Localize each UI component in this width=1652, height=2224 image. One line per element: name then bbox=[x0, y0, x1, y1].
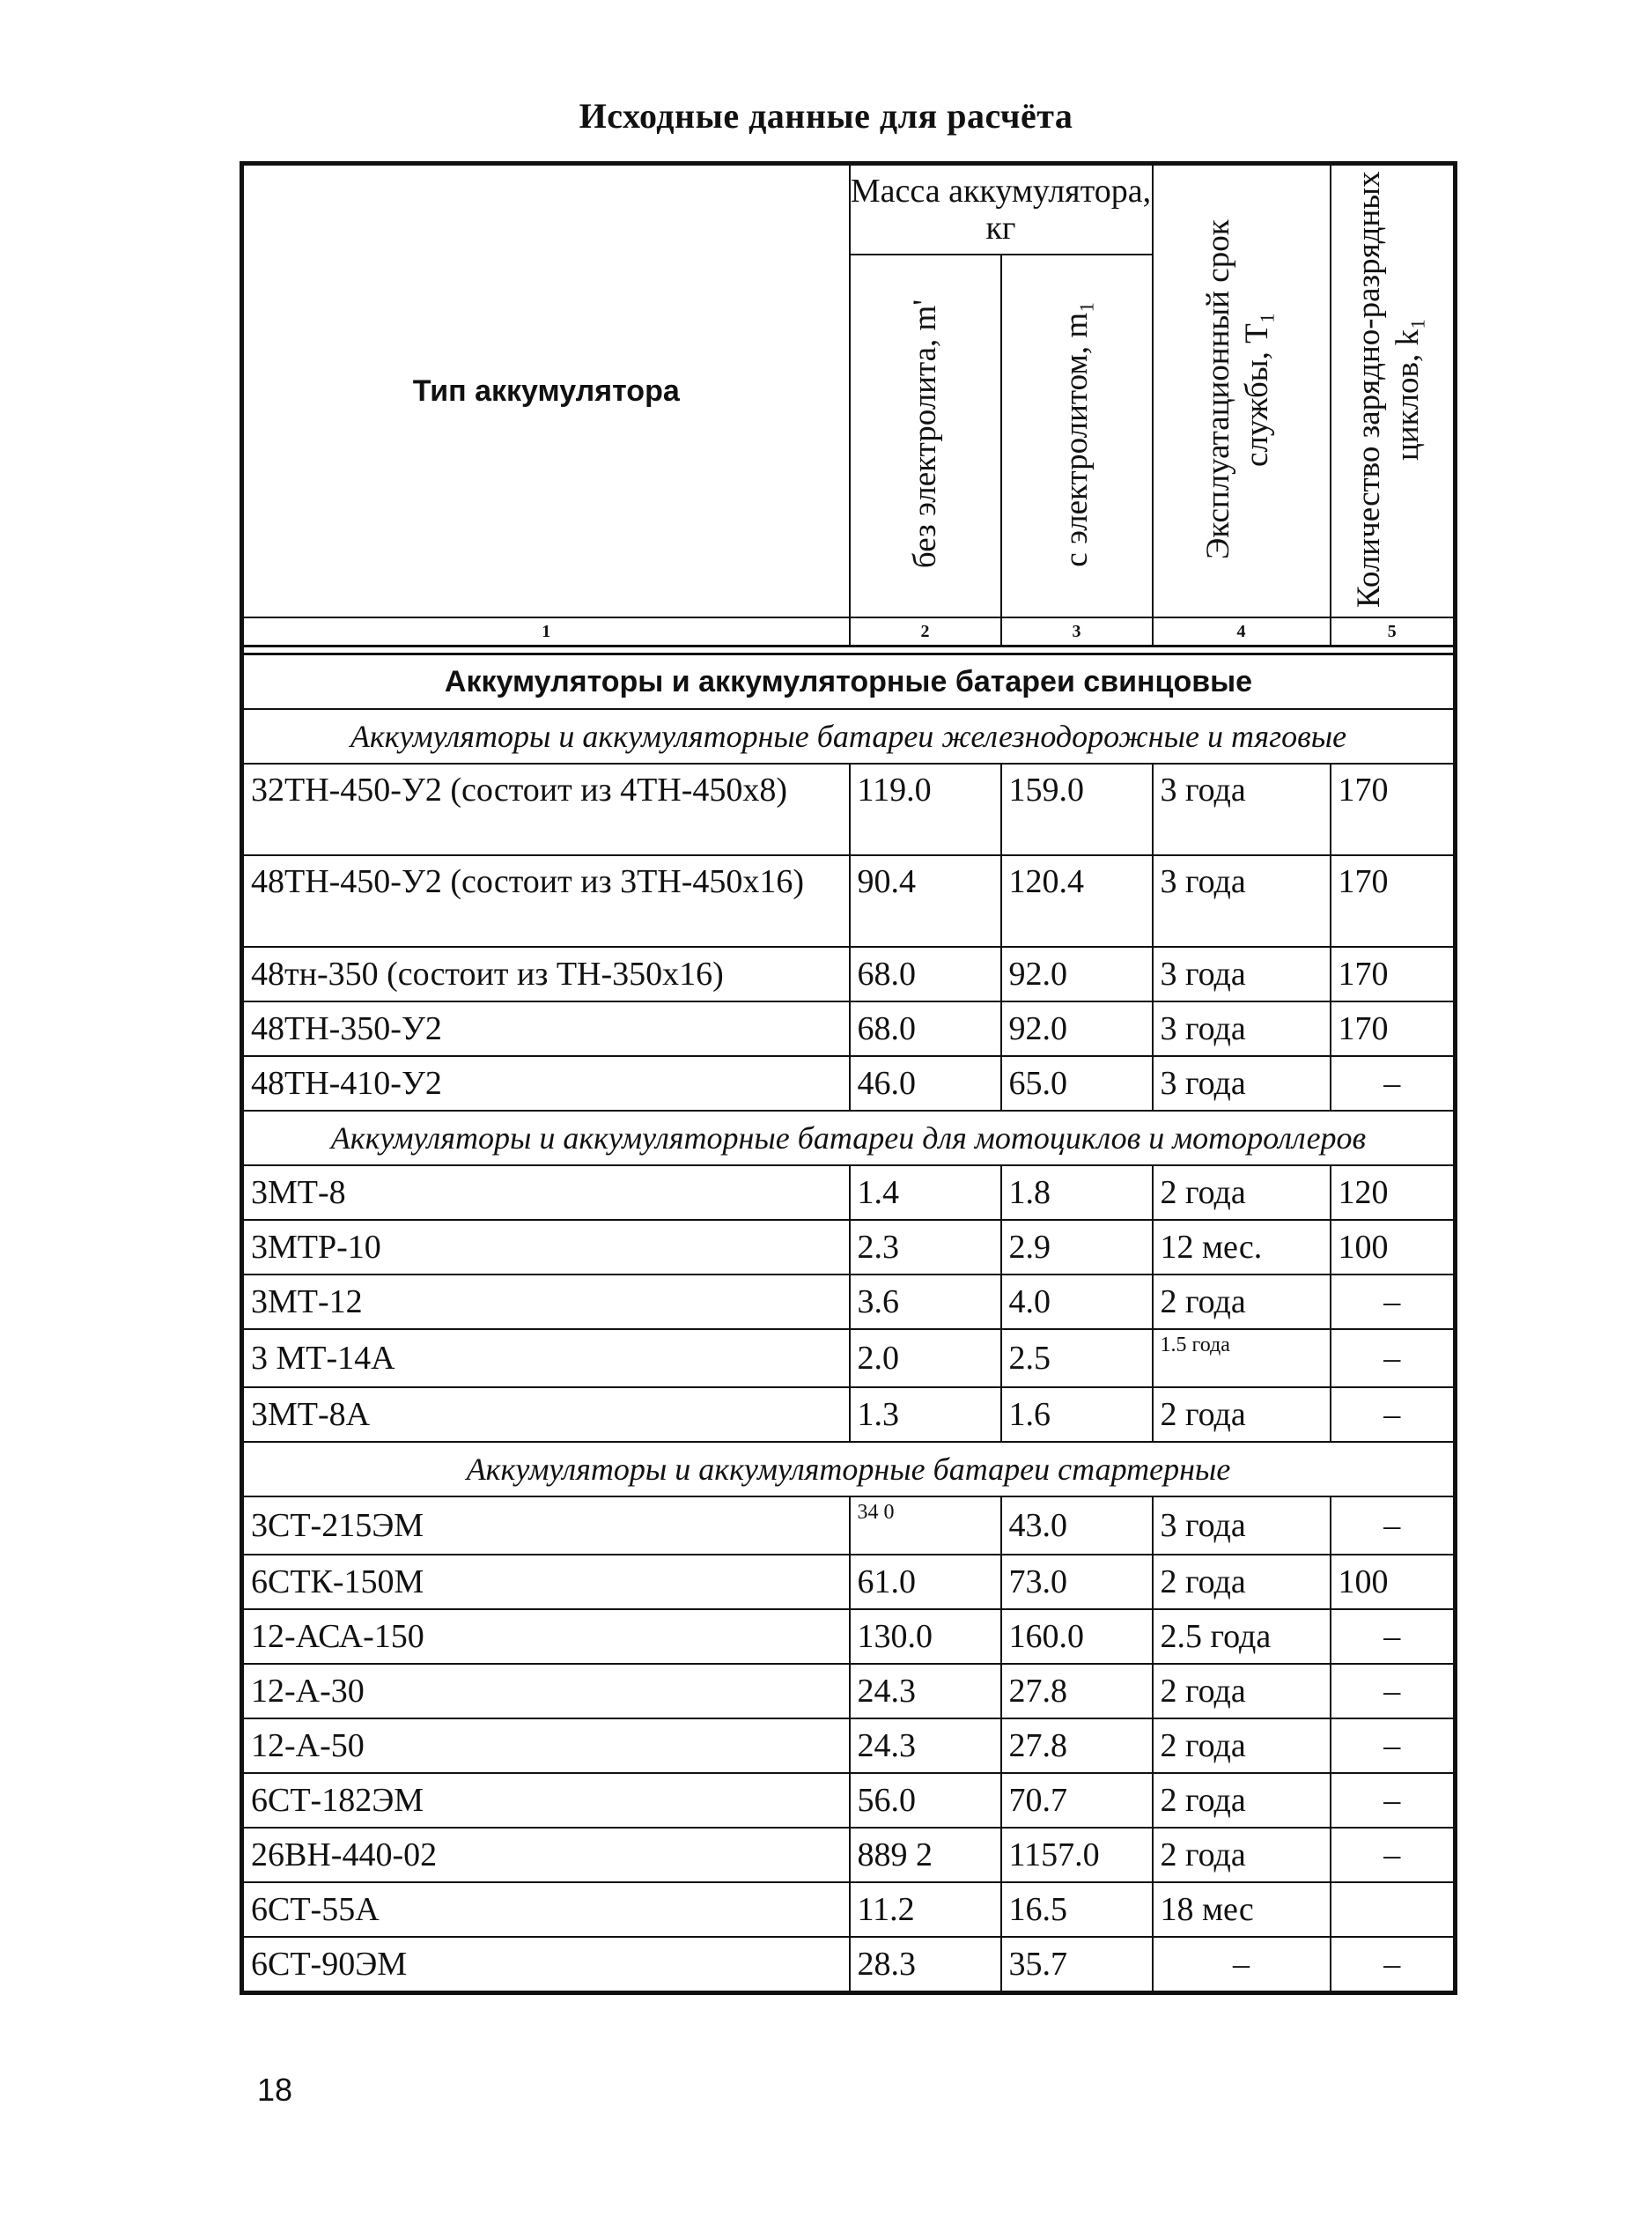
table-row bbox=[242, 1220, 1456, 1275]
battery-table-container bbox=[240, 161, 1453, 1995]
header-mass-group: Масса аккумулятора, кг bbox=[850, 164, 1153, 255]
cell-mass-no-electrolyte: 90.4 bbox=[850, 855, 1001, 947]
cell-service-life: – bbox=[1153, 1937, 1331, 1993]
battery-data-table bbox=[240, 161, 1457, 1995]
cell-cycles: – bbox=[1331, 1496, 1456, 1555]
cell-cycles: 170 bbox=[1331, 855, 1456, 947]
cell-service-life: 2 года bbox=[1153, 1828, 1331, 1882]
cell-mass-no-electrolyte: 24.3 bbox=[850, 1718, 1001, 1773]
cell-mass-with-electrolyte: 65.0 bbox=[1001, 1056, 1153, 1111]
cell-mass-with-electrolyte: 16.5 bbox=[1001, 1882, 1153, 1937]
section-title: Аккумуляторы и аккумуляторные батареи стартерные bbox=[242, 1442, 1456, 1496]
cell-cycles: 100 bbox=[1331, 1220, 1456, 1275]
cell-service-life: 18 мес bbox=[1153, 1882, 1331, 1937]
cell-battery-type: 48ТН-350-У2 bbox=[242, 1001, 850, 1056]
cell-battery-type: 48ТН-410-У2 bbox=[242, 1056, 850, 1111]
cell-cycles: – bbox=[1331, 1329, 1456, 1387]
header-cycles: Количество зарядно-разрядных циклов, k₁ bbox=[1350, 170, 1426, 608]
cell-mass-no-electrolyte: 1.4 bbox=[850, 1165, 1001, 1220]
cell-mass-with-electrolyte: 2.5 bbox=[1001, 1329, 1153, 1387]
cell-mass-with-electrolyte: 1.6 bbox=[1001, 1387, 1153, 1442]
cell-battery-type: 3МТ-12 bbox=[242, 1275, 850, 1329]
cell-cycles: 170 bbox=[1331, 764, 1456, 855]
cell-mass-no-electrolyte: 119.0 bbox=[850, 764, 1001, 855]
cell-mass-with-electrolyte: 159.0 bbox=[1001, 764, 1153, 855]
cell-cycles bbox=[1331, 1882, 1456, 1937]
cell-mass-no-electrolyte: 46.0 bbox=[850, 1056, 1001, 1111]
cell-service-life: 12 мес. bbox=[1153, 1220, 1331, 1275]
cell-mass-no-electrolyte: 130.0 bbox=[850, 1609, 1001, 1664]
cell-service-life: 3 года bbox=[1153, 764, 1331, 855]
cell-cycles: 100 bbox=[1331, 1555, 1456, 1609]
table-row bbox=[242, 855, 1456, 947]
table-row bbox=[242, 1001, 1456, 1056]
cell-mass-no-electrolyte: 68.0 bbox=[850, 1001, 1001, 1056]
cell-mass-no-electrolyte: 28.3 bbox=[850, 1937, 1001, 1993]
main-section-title: Аккумуляторы и аккумуляторные батареи свинцовые bbox=[242, 654, 1456, 710]
table-row bbox=[242, 1329, 1456, 1387]
header-mass-no-electrolyte: без электролита, m' bbox=[906, 299, 943, 569]
cell-battery-type: 3 МТ-14А bbox=[242, 1329, 850, 1387]
cell-mass-no-electrolyte: 34 0 bbox=[850, 1496, 1001, 1555]
table-row bbox=[242, 1609, 1456, 1664]
column-number: 5 bbox=[1331, 617, 1456, 647]
cell-cycles: – bbox=[1331, 1609, 1456, 1664]
header-service-life: Эксплуатационный срок службы, T₁ bbox=[1199, 218, 1275, 559]
cell-battery-type: 12-АСА-150 bbox=[242, 1609, 850, 1664]
cell-battery-type: 6СТ-90ЭМ bbox=[242, 1937, 850, 1993]
cell-mass-no-electrolyte: 889 2 bbox=[850, 1828, 1001, 1882]
column-number: 1 bbox=[242, 617, 850, 647]
cell-service-life: 3 года bbox=[1153, 1001, 1331, 1056]
section-header-row bbox=[242, 1442, 1456, 1496]
cell-battery-type: 48тн-350 (состоит из ТН-350х16) bbox=[242, 947, 850, 1001]
cell-battery-type: 12-А-50 bbox=[242, 1718, 850, 1773]
cell-mass-with-electrolyte: 120.4 bbox=[1001, 855, 1153, 947]
cell-battery-type: 32ТН-450-У2 (состоит из 4ТН-450х8) bbox=[242, 764, 850, 855]
table-row bbox=[242, 1882, 1456, 1937]
cell-service-life: 2 года bbox=[1153, 1275, 1331, 1329]
section-header-row bbox=[242, 1111, 1456, 1165]
header-type: Тип аккумулятора bbox=[242, 164, 850, 618]
cell-battery-type: 6СТ-55А bbox=[242, 1882, 850, 1937]
cell-service-life: 3 года bbox=[1153, 855, 1331, 947]
cell-service-life: 1.5 года bbox=[1153, 1329, 1331, 1387]
column-number: 2 bbox=[850, 617, 1001, 647]
page-number: 18 bbox=[257, 2072, 293, 2108]
cell-battery-type: 6СТК-150М bbox=[242, 1555, 850, 1609]
cell-cycles: – bbox=[1331, 1275, 1456, 1329]
cell-mass-no-electrolyte: 24.3 bbox=[850, 1664, 1001, 1718]
table-row bbox=[242, 1828, 1456, 1882]
cell-mass-no-electrolyte: 1.3 bbox=[850, 1387, 1001, 1442]
table-row bbox=[242, 1937, 1456, 1993]
section-title: Аккумуляторы и аккумуляторные батареи железнодорожные и тяговые bbox=[242, 709, 1456, 764]
section-title: Аккумуляторы и аккумуляторные батареи для мотоциклов и мотороллеров bbox=[242, 1111, 1456, 1165]
cell-cycles: – bbox=[1331, 1773, 1456, 1828]
column-number-row bbox=[242, 617, 1456, 647]
cell-mass-no-electrolyte: 2.0 bbox=[850, 1329, 1001, 1387]
table-row bbox=[242, 1165, 1456, 1220]
cell-battery-type: 12-А-30 bbox=[242, 1664, 850, 1718]
cell-mass-with-electrolyte: 43.0 bbox=[1001, 1496, 1153, 1555]
table-row bbox=[242, 1555, 1456, 1609]
cell-mass-with-electrolyte: 92.0 bbox=[1001, 1001, 1153, 1056]
table-row bbox=[242, 764, 1456, 855]
cell-mass-no-electrolyte: 3.6 bbox=[850, 1275, 1001, 1329]
cell-battery-type: 26ВН-440-02 bbox=[242, 1828, 850, 1882]
cell-service-life: 2 года bbox=[1153, 1773, 1331, 1828]
cell-service-life: 2 года bbox=[1153, 1555, 1331, 1609]
cell-battery-type: 3СТ-215ЭМ bbox=[242, 1496, 850, 1555]
table-row bbox=[242, 1664, 1456, 1718]
header-cycles-cell bbox=[1331, 164, 1456, 618]
cell-mass-with-electrolyte: 70.7 bbox=[1001, 1773, 1153, 1828]
cell-battery-type: 3МТР-10 bbox=[242, 1220, 850, 1275]
cell-mass-no-electrolyte: 11.2 bbox=[850, 1882, 1001, 1937]
cell-service-life: 2.5 года bbox=[1153, 1609, 1331, 1664]
table-row bbox=[242, 1275, 1456, 1329]
cell-mass-with-electrolyte: 27.8 bbox=[1001, 1664, 1153, 1718]
table-row bbox=[242, 1056, 1456, 1111]
cell-battery-type: 6СТ-182ЭМ bbox=[242, 1773, 850, 1828]
table-row bbox=[242, 1718, 1456, 1773]
table-row bbox=[242, 1773, 1456, 1828]
cell-service-life: 3 года bbox=[1153, 1496, 1331, 1555]
cell-mass-no-electrolyte: 56.0 bbox=[850, 1773, 1001, 1828]
section-header-row bbox=[242, 709, 1456, 764]
cell-mass-no-electrolyte: 68.0 bbox=[850, 947, 1001, 1001]
cell-battery-type: 48ТН-450-У2 (состоит из 3ТН-450х16) bbox=[242, 855, 850, 947]
cell-mass-no-electrolyte: 2.3 bbox=[850, 1220, 1001, 1275]
header-mass-no-electrolyte-cell bbox=[850, 255, 1001, 617]
cell-mass-with-electrolyte: 73.0 bbox=[1001, 1555, 1153, 1609]
cell-mass-with-electrolyte: 4.0 bbox=[1001, 1275, 1153, 1329]
cell-service-life: 3 года bbox=[1153, 1056, 1331, 1111]
column-number: 4 bbox=[1153, 617, 1331, 647]
column-number: 3 bbox=[1001, 617, 1153, 647]
cell-mass-with-electrolyte: 92.0 bbox=[1001, 947, 1153, 1001]
cell-cycles: – bbox=[1331, 1718, 1456, 1773]
cell-cycles: – bbox=[1331, 1664, 1456, 1718]
cell-mass-with-electrolyte: 2.9 bbox=[1001, 1220, 1153, 1275]
cell-battery-type: 3МТ-8 bbox=[242, 1165, 850, 1220]
cell-mass-with-electrolyte: 35.7 bbox=[1001, 1937, 1153, 1993]
cell-cycles: 170 bbox=[1331, 947, 1456, 1001]
cell-cycles: – bbox=[1331, 1828, 1456, 1882]
cell-mass-with-electrolyte: 160.0 bbox=[1001, 1609, 1153, 1664]
cell-service-life: 2 года bbox=[1153, 1718, 1331, 1773]
table-row bbox=[242, 947, 1456, 1001]
cell-mass-with-electrolyte: 1.8 bbox=[1001, 1165, 1153, 1220]
cell-service-life: 2 года bbox=[1153, 1165, 1331, 1220]
cell-cycles: – bbox=[1331, 1937, 1456, 1993]
cell-service-life: 3 года bbox=[1153, 947, 1331, 1001]
table-row bbox=[242, 1496, 1456, 1555]
cell-service-life: 2 года bbox=[1153, 1664, 1331, 1718]
cell-cycles: – bbox=[1331, 1387, 1456, 1442]
header-mass-with-electrolyte-cell bbox=[1001, 255, 1153, 617]
cell-service-life: 2 года bbox=[1153, 1387, 1331, 1442]
header-service-life-cell bbox=[1153, 164, 1331, 618]
cell-mass-no-electrolyte: 61.0 bbox=[850, 1555, 1001, 1609]
header-mass-with-electrolyte: с электролитом, m₁ bbox=[1058, 300, 1095, 567]
cell-mass-with-electrolyte: 1157.0 bbox=[1001, 1828, 1153, 1882]
page-title: Исходные данные для расчёта bbox=[579, 96, 1073, 136]
cell-cycles: 170 bbox=[1331, 1001, 1456, 1056]
cell-battery-type: 3МТ-8А bbox=[242, 1387, 850, 1442]
cell-mass-with-electrolyte: 27.8 bbox=[1001, 1718, 1153, 1773]
cell-cycles: 120 bbox=[1331, 1165, 1456, 1220]
cell-cycles: – bbox=[1331, 1056, 1456, 1111]
main-section-row bbox=[242, 654, 1456, 710]
table-row bbox=[242, 1387, 1456, 1442]
